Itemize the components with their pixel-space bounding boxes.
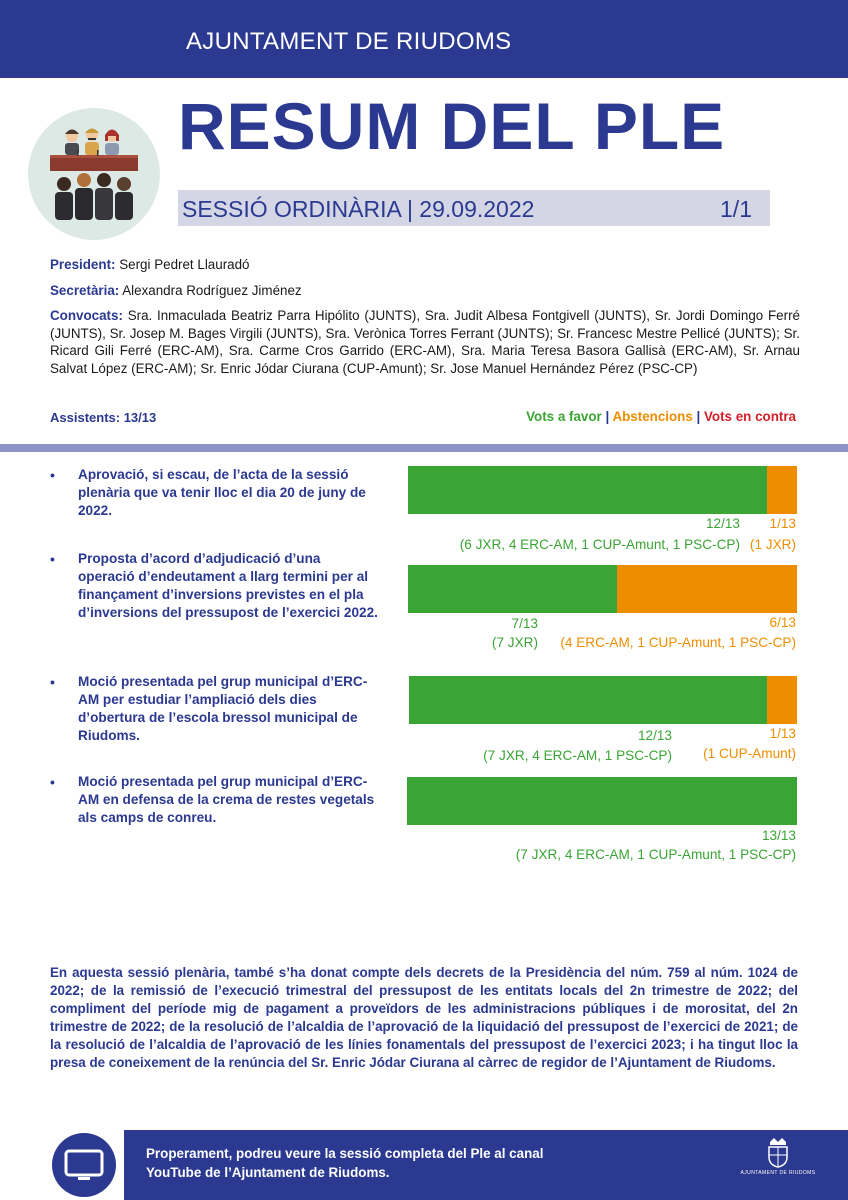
item-bullet: • [50,774,55,790]
tv-screen-icon [52,1133,116,1197]
abstention-segment [617,565,797,613]
legend-separator: | [601,409,613,424]
page-number: 1/1 [720,196,752,222]
favor-count-label: 12/13 [705,516,740,531]
page-title: RESUM DEL PLE [178,89,726,163]
agenda-item-3-text: Moció presentada pel grup municipal d’ERC-AM per estudiar l’ampliació dels dies d’obertura de l’escola bressol municipal de Riudoms. [78,674,368,743]
bottom-banner [124,1130,848,1200]
legend-favor: Vots a favor [526,409,602,424]
favor-detail-label: (7 JXR) [491,635,538,650]
president-line [50,256,250,274]
vote-legend [526,409,796,424]
favor-segment [408,565,617,613]
agenda-item-1-text: Aprovació, si escau, de l’acta de la sessió plenària que va tenir lloc el dia 20 de juny de 2022. [78,467,366,518]
vote-bar-2 [408,565,797,613]
session-title: SESSIÓ ORDINÀRIA | 29.09.2022 [182,196,535,222]
crest-label: AJUNTAMENT DE RIUDOMS [740,1170,816,1176]
agenda-item-2-text: Proposta d’acord d’adjudicació d’una operació d’endeutament a llarg termini per al finançament d’inversions previstes en el pla d’inversions del pressupost de l’exercici 2022. [78,551,378,620]
legend-contra: Vots en contra [703,409,796,424]
abstention-segment [767,466,797,514]
session-band [178,190,770,226]
convocats-label: Convocats: [50,308,123,323]
convocats-list: Sra. Inmaculada Beatriz Parra Hipólito (JUNTS), Sra. Judit Albesa Fontgivell (JUNTS), Sr. Jordi Domingo Ferré (JUNTS), Sr. Josep M. Bages Virgili (JUNTS), Sra. Verònica Torres Ferrant (JUNTS); Sr. Francesc Mestre Pellicé (JUNTS); Sr. Ricard Gili Ferré (ERC-AM), Sra. Carme Cros Garrido (ERC-AM), Sra. Maria Teresa Basora Gallisà (ERC-AM), Sr. Arnau Salvat López (ERC-AM); Sr. Enric Jódar Ciurana (CUP-Amunt); Sr. Jose Manuel Hernández Pérez (PSC-CP) [50,308,800,376]
legend-separator: | [692,409,704,424]
favor-count-label: 7/13 [511,616,538,631]
section-divider [0,444,848,452]
top-banner [0,0,848,78]
convocats-paragraph [50,307,800,377]
youtube-note: Properament, podreu veure la sessió completa del Ple al canal YouTube de l’Ajuntament de Riudoms. [146,1146,544,1180]
legend-abstencions: Abstencions [612,409,693,424]
president-name: Sergi Pedret Llauradó [119,257,250,272]
item-bullet: • [50,674,55,690]
council-meeting-icon [28,108,160,240]
municipal-crest-icon [738,1136,818,1176]
abstention-detail-label: (1 JXR) [749,537,796,552]
abstention-detail-label: (1 CUP-Amunt) [703,746,796,761]
secretaria-label: Secretària: [50,283,120,298]
secretaria-line [50,282,302,300]
abstention-detail-label: (4 ERC-AM, 1 CUP-Amunt, 1 PSC-CP) [560,635,796,650]
item-bullet: • [50,551,55,567]
session-summary-paragraph: En aquesta sessió plenària, també s’ha donat compte dels decrets de la Presidència del núm. 759 al núm. 1024 de 2022; de la remissió de l’execució trimestral del pressupost de les entitats locals del 2n trimestre de 2022; del compliment del període mig de pagament a proveïdors de les administracions públiques i de morositat, del 2n trimestre de 2022; de la resolució de l’alcaldia de l’aprovació de la liquidació del pressupost de l’exercici de 2021; de la resolució de l’alcaldia de l’aprovació de les línies fonamentals del pressupost de l’exercici 2023; i ha tingut lloc la presa de coneixement de la renúncia del Sr. Enric Jódar Ciurana al càrrec de regidor de l’Ajuntament de Riudoms. [50,965,798,1070]
favor-segment [407,777,797,825]
favor-count-label: 13/13 [761,828,796,843]
vote-bar-3 [409,676,797,724]
favor-count-label: 12/13 [637,728,672,743]
abstention-segment [767,676,797,724]
abstention-count-label: 1/13 [769,726,796,741]
vote-bar-4 [407,777,797,825]
president-label: President: [50,257,116,272]
favor-segment [408,466,767,514]
abstention-count-label: 6/13 [769,615,796,630]
favor-detail-label: (7 JXR, 4 ERC-AM, 1 PSC-CP) [483,748,672,763]
org-name: AJUNTAMENT DE RIUDOMS [186,28,512,55]
abstention-count-label: 1/13 [769,516,796,531]
item-bullet: • [50,467,55,483]
favor-detail-label: (6 JXR, 4 ERC-AM, 1 CUP-Amunt, 1 PSC-CP) [459,537,740,552]
agenda-item-4-text: Moció presentada pel grup municipal d’ERC-AM en defensa de la crema de restes vegetals als camps de conreu. [78,774,375,825]
secretaria-name: Alexandra Rodríguez Jiménez [122,283,302,298]
assistents-count: Assistents: 13/13 [50,410,157,425]
favor-detail-label: (7 JXR, 4 ERC-AM, 1 CUP-Amunt, 1 PSC-CP) [515,847,796,862]
favor-segment [409,676,767,724]
vote-bar-1 [408,466,797,514]
